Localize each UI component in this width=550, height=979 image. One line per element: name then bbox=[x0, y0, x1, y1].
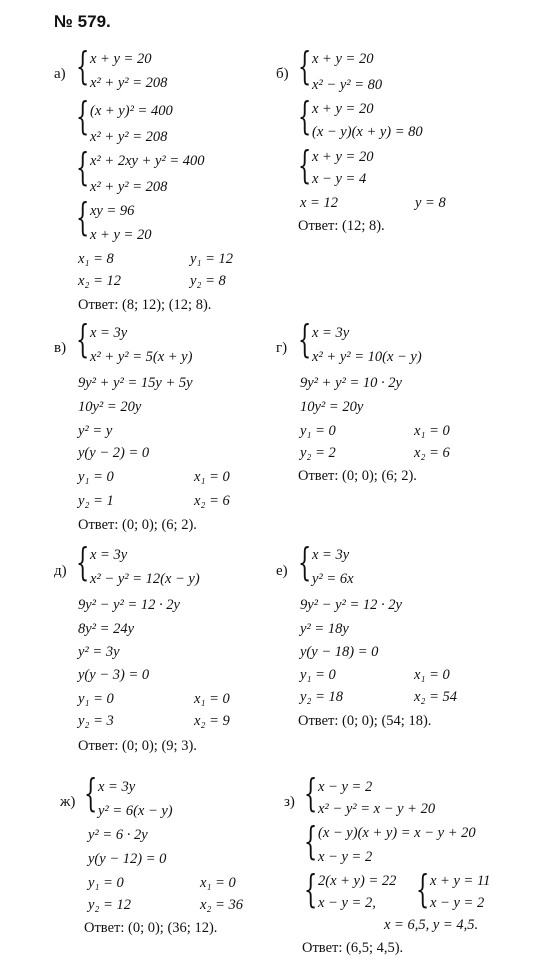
eq-line: x = 3y bbox=[312, 547, 350, 563]
eq-line: xy = 96 bbox=[90, 203, 135, 219]
eq-line: x + y = 20 bbox=[312, 149, 374, 165]
eq-line: x² + y² = 208 bbox=[90, 179, 168, 195]
eq-line: x₂ = 36 bbox=[200, 897, 244, 913]
system-brace: { bbox=[304, 771, 318, 815]
system-brace: { bbox=[416, 867, 430, 911]
eq-line: x − y = 2 bbox=[318, 849, 373, 865]
system-brace: { bbox=[298, 143, 312, 187]
eq-line: x₂ = 6 bbox=[194, 493, 230, 509]
eq-line: x² + y² = 10(x − y) bbox=[312, 349, 422, 365]
eq-line: x + y = 20 bbox=[312, 101, 374, 117]
eq-line: x₂ = 6 bbox=[414, 445, 450, 461]
eq-line: x = 6,5, y = 4,5. bbox=[384, 917, 479, 933]
eq-line: y² = 6x bbox=[312, 571, 354, 587]
system-brace: { bbox=[304, 819, 318, 863]
eq-line: y₁ = 0 bbox=[78, 469, 114, 485]
eq-line: 10y² = 20y bbox=[78, 399, 142, 415]
eq-line: y₁ = 12 bbox=[190, 251, 234, 267]
eq-line: x₁ = 8 bbox=[78, 251, 114, 267]
eq-line: x = 3y bbox=[90, 547, 128, 563]
answer: Ответ: (0; 0); (54; 18). bbox=[298, 713, 432, 729]
system-brace: { bbox=[298, 540, 312, 584]
eq-line: y₁ = 0 bbox=[300, 667, 336, 683]
eq-line: x = 12 bbox=[300, 195, 338, 211]
eq-line: y² = 18y bbox=[300, 621, 349, 637]
eq-line: y₁ = 0 bbox=[300, 423, 336, 439]
eq-line: y₂ = 18 bbox=[300, 689, 344, 705]
label-g: г) bbox=[276, 340, 288, 356]
eq-line: x₁ = 0 bbox=[414, 667, 450, 683]
eq-line: y₂ = 1 bbox=[78, 493, 114, 509]
eq-line: x + y = 20 bbox=[90, 227, 152, 243]
system-brace: { bbox=[76, 540, 90, 584]
eq-line: y(y − 2) = 0 bbox=[78, 445, 150, 461]
system-brace: { bbox=[76, 145, 90, 189]
answer: Ответ: (12; 8). bbox=[298, 218, 385, 234]
system-brace: { bbox=[304, 867, 318, 911]
eq-line: x² + y² = 5(x + y) bbox=[90, 349, 193, 365]
eq-line: 9y² − y² = 12 · 2y bbox=[300, 597, 402, 613]
eq-line: x − y = 2 bbox=[430, 895, 485, 911]
eq-line: x₂ = 54 bbox=[414, 689, 458, 705]
eq-line: 9y² + y² = 15y + 5y bbox=[78, 375, 193, 391]
eq-line: 8y² = 24y bbox=[78, 621, 135, 637]
eq-line: y₁ = 0 bbox=[88, 875, 124, 891]
label-z: з) bbox=[284, 794, 295, 810]
answer: Ответ: (8; 12); (12; 8). bbox=[78, 297, 212, 313]
eq-line: x − y = 2 bbox=[318, 779, 373, 795]
system-brace: { bbox=[76, 94, 90, 138]
answer: Ответ: (0; 0); (9; 3). bbox=[78, 738, 197, 754]
eq-line: (x − y)(x + y) = 80 bbox=[312, 124, 423, 140]
eq-line: y₂ = 2 bbox=[300, 445, 336, 461]
eq-line: x + y = 20 bbox=[312, 51, 374, 67]
eq-line: y² = 6 · 2y bbox=[88, 827, 148, 843]
eq-line: x − y = 2, bbox=[318, 895, 376, 911]
eq-line: x₁ = 0 bbox=[200, 875, 236, 891]
eq-line: y₁ = 0 bbox=[78, 691, 114, 707]
eq-line: y = 8 bbox=[415, 195, 446, 211]
eq-line: x = 3y bbox=[312, 325, 350, 341]
eq-line: x₂ = 9 bbox=[194, 713, 230, 729]
page-title: № 579. bbox=[54, 12, 111, 31]
eq-line: y² = 6(x − y) bbox=[98, 803, 173, 819]
eq-line: y₂ = 8 bbox=[190, 273, 226, 289]
eq-line: x² − y² = x − y + 20 bbox=[318, 801, 436, 817]
answer: Ответ: (0; 0); (6; 2). bbox=[78, 517, 197, 533]
eq-line: 2(x + y) = 22 bbox=[318, 873, 397, 889]
eq-line: x₁ = 0 bbox=[194, 691, 230, 707]
label-zh: ж) bbox=[60, 794, 76, 810]
eq-line: x² − y² = 12(x − y) bbox=[90, 571, 200, 587]
eq-line: x₂ = 12 bbox=[78, 273, 122, 289]
eq-line: x − y = 4 bbox=[312, 171, 367, 187]
label-e: е) bbox=[276, 563, 288, 579]
eq-line: x = 3y bbox=[98, 779, 136, 795]
eq-line: x₁ = 0 bbox=[414, 423, 450, 439]
eq-line: (x + y)² = 400 bbox=[90, 103, 173, 119]
eq-line: 9y² − y² = 12 · 2y bbox=[78, 597, 180, 613]
eq-line: y(y − 12) = 0 bbox=[88, 851, 167, 867]
eq-line: (x − y)(x + y) = x − y + 20 bbox=[318, 825, 476, 841]
system-brace: { bbox=[76, 44, 90, 88]
system-brace: { bbox=[298, 44, 312, 88]
eq-line: y² = y bbox=[78, 423, 113, 439]
eq-line: x + y = 20 bbox=[90, 51, 152, 67]
answer: Ответ: (0; 0); (36; 12). bbox=[84, 920, 218, 936]
label-d: д) bbox=[54, 563, 67, 579]
answer: Ответ: (6,5; 4,5). bbox=[302, 940, 404, 956]
eq-line: x² + 2xy + y² = 400 bbox=[90, 153, 205, 169]
eq-line: y(y − 18) = 0 bbox=[300, 644, 379, 660]
label-v: в) bbox=[54, 340, 67, 356]
label-b: б) bbox=[276, 66, 289, 82]
eq-line: x₁ = 0 bbox=[194, 469, 230, 485]
eq-line: y² = 3y bbox=[78, 644, 120, 660]
eq-line: y₂ = 12 bbox=[88, 897, 132, 913]
system-brace: { bbox=[84, 771, 98, 815]
system-brace: { bbox=[76, 195, 90, 239]
system-brace: { bbox=[298, 94, 312, 138]
eq-line: y(y − 3) = 0 bbox=[78, 667, 150, 683]
eq-line: 10y² = 20y bbox=[300, 399, 364, 415]
label-a: а) bbox=[54, 66, 66, 82]
eq-line: x + y = 11 bbox=[430, 873, 491, 889]
eq-line: x² + y² = 208 bbox=[90, 129, 168, 145]
eq-line: y₂ = 3 bbox=[78, 713, 114, 729]
system-brace: { bbox=[298, 317, 312, 361]
system-brace: { bbox=[76, 317, 90, 361]
eq-line: x = 3y bbox=[90, 325, 128, 341]
eq-line: x² + y² = 208 bbox=[90, 75, 168, 91]
answer: Ответ: (0; 0); (6; 2). bbox=[298, 468, 417, 484]
eq-line: 9y² + y² = 10 · 2y bbox=[300, 375, 402, 391]
eq-line: x² − y² = 80 bbox=[312, 77, 383, 93]
